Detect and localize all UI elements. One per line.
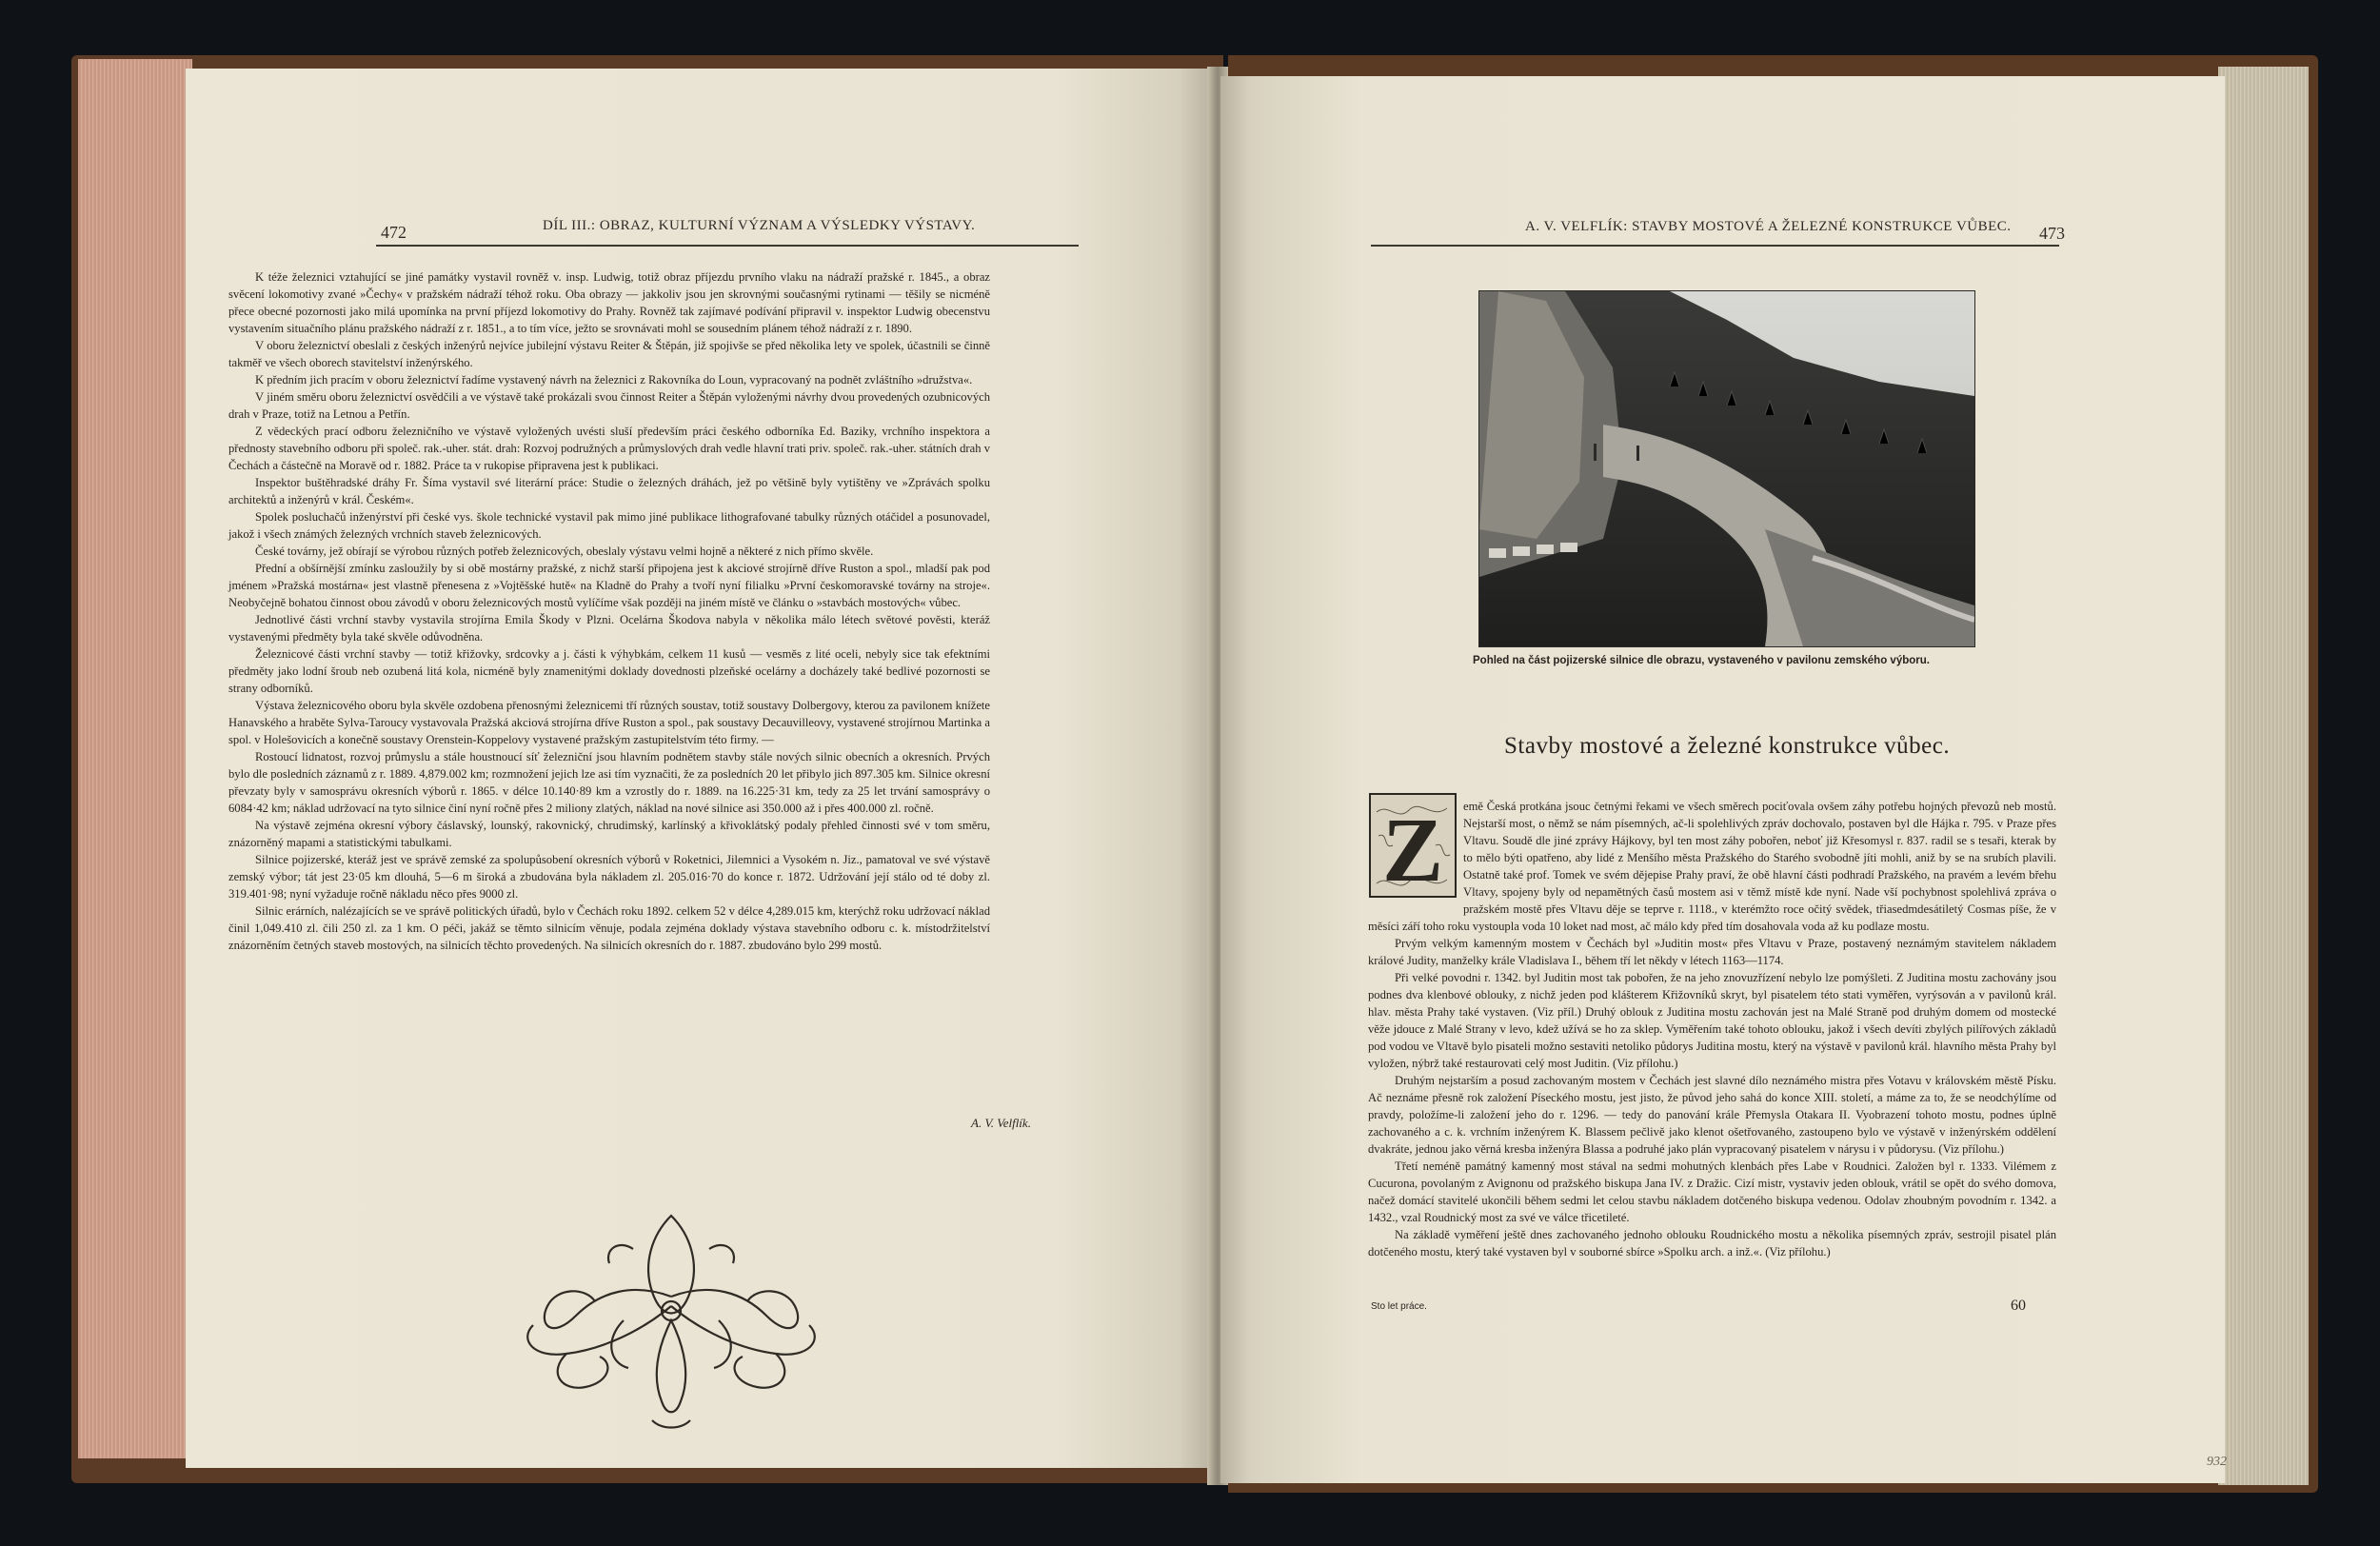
paragraph: Silnice pojizerské, kteráž jest ve správě zemské za spolupůsobení okresních výborů v Roketnici, Jilemnici a Vysokém n. Jiz., pamatoval ve své výstavě zemský výbor; tát jest 23·05 km dlouhá, 5—6 m široká a zbudována byla nákladem zl. 205.016·70 do konce r. 1872. Udržování její stálo od té doby zl. 319.401·98; nyní vyžaduje ročně nákladu něco přes 9000 zl. bbox=[228, 853, 990, 901]
right-body-text bbox=[1368, 798, 2056, 1260]
road-photograph bbox=[1478, 290, 1975, 647]
paragraph: Na výstavě zejména okresní výbory čáslavský, lounský, rakovnický, chrudimský, karlínský a křivoklátský podaly přehled činnosti své v tom směru, znázorněný mapami a statistickými tabulkami. bbox=[228, 819, 990, 849]
tailpiece-ornament bbox=[509, 1197, 833, 1439]
figure-caption: Pohled na část pojizerské silnice dle obrazu, vystaveného v pavilonu zemského výboru. bbox=[1473, 655, 1930, 666]
paragraph: Spolek posluchačů inženýrství při české vys. škole technické vystavil pak mimo jiné publikace lithografované tabulky různých otáčidel a posunovadel, jakož i všech známých železných vrchních staveb železnicových. bbox=[228, 510, 990, 541]
left-page-number: 472 bbox=[381, 223, 407, 242]
paragraph: České továrny, jež obírají se výrobou různých potřeb železnicových, obeslaly výstavu velmi hojně a některé z nich přímo skvěle. bbox=[255, 545, 874, 558]
paragraph: Výstava železnicového oboru byla skvěle ozdobena přenosnými železnicemi tří různých soustav, totiž soustavy Dolbergovy, kterou za pavilonem knížete Hanavského a hraběte Sylva-Taroucy vystavovala Pražská akciová strojírna dříve Ruston a spol., pak soustavy Decauvilleovy, vystavené strojírnou Martinka a spol. v Holešovicích a konečně soustavy Orenstein-Koppelovy vystavené pražským zastupitelstvím této firmy. — bbox=[228, 699, 990, 746]
page-edges-right bbox=[2218, 67, 2309, 1485]
paragraph: Rostoucí lidnatost, rozvoj průmyslu a stále houstnoucí síť železniční jsou hlavním podnětem stavby stále nových silnic obecních a okresních. Prvých bylo dle posledních záznamů z r. 1889. 4,879.002 km; rozmnožení jejich lze asi tím vyznačiti, že za posledních 20 let přibylo jich 897.305 km. Silnice okresní převzaty byly v samosprávu okresních výborů r. 1865. v délce 10.140·89 km a vzrostly do r. 1889. na 16.225·31 km, tedy za 25 let trvání samosprávy o 6084·42 km; náklad udržovací na tyto silnice činí nyní ročně přes 2 miliony zlatých, náklad na nové silnice asi 350.000 až i přes 400.000 zl. ročně. bbox=[228, 750, 990, 815]
paragraph: Prvým velkým kamenným mostem v Čechách byl »Juditin most« přes Vltavu v Praze, postavený neznámým stavitelem nákladem králové Judity, manželky krále Vladislava I., během tří let někdy v létech 1163—1174. bbox=[1368, 937, 2056, 967]
paragraph: Na základě vyměření ještě dnes zachovaného jednoho oblouku Roudnického mostu a několika písemných zpráv, sestrojil pisatel plán dotčeného mostu, který také vystaven byl v souborné sbírce »Spolku arch. a inž.«. (Viz přílohu.) bbox=[1368, 1228, 2056, 1259]
footer-left: Sto let práce. bbox=[1371, 1301, 1427, 1312]
left-page bbox=[186, 69, 1209, 1468]
right-page bbox=[1220, 76, 2225, 1483]
paragraph: emě Česká protkána jsouc četnými řekami ve všech směrech pociťovala ovšem záhy potřebu hojných převozů neb mostů. Nejstarší most, o němž se nám písemných, ač-li spolehlivých zpráv dochovalo, postaven byl dle Hájka r. 795. v Praze přes Vltavu. Soudě dle jiné zprávy Hájkovy, byl ten most záhy pobořen, neboť již Křesomysl r. 837. radil se s tesaři, kterak by to mělo býti opatřeno, aby lidé z Menšího města Pražského do Starého svobodně jíti mohli, aniž by se na srubích plavili. Ostatně také prof. Tomek ve svém dějepise Prahy praví, že obě hlavní části podhradí Pražského, na pravém a levém břehu Vltavy, spojeny byly od nepamětných časů mostem asi v těmž místě kde nyní. Nade vší pochybnost spolehlivá zpráva o pražském mostě přes Vltavu děje se teprve r. 1118., v kterémžto roce očitý svědek, třiasedmdesátiletý Cosmas píše, že v měsíci září toho roku vystoupla voda 10 loket nad most, ač málo kdy před tím dosahovala voda až ku podlaze mostu. bbox=[1368, 800, 2056, 933]
paragraph: Z vědeckých prací odboru železničního ve výstavě vyložených uvésti sluší především práci českého odborníka Ed. Baziky, vrchního inspektora a přednosty stavebního odboru při společ. rak.-uher. stát. drah: Rozvoj podružných a průmyslových drah vedle hlavní trati priv. společ. rak.-uher. státních drah v Čechách a částečně na Moravě od r. 1882. Práce ta v rukopise připravena jest k publikaci. bbox=[228, 425, 990, 472]
left-body-text bbox=[228, 268, 990, 954]
footer-signature: 60 bbox=[2011, 1298, 2026, 1314]
paragraph: Inspektor buštěhradské dráhy Fr. Šíma vystavil své literární práce: Studie o železných dráhách, jež po většině byly vytištěny ve »Zprávách spolku architektů a inženýrů v král. Českém«. bbox=[228, 476, 990, 506]
left-head-rule bbox=[376, 245, 1079, 247]
right-running-head: A. V. VELFLÍK: STAVBY MOSTOVÉ A ŽELEZNÉ KONSTRUKCE VŮBEC. bbox=[1525, 219, 2012, 234]
right-page-number: 473 bbox=[2039, 224, 2065, 243]
paragraph: V jiném směru oboru železnictví osvědčili a ve výstavě také prokázali svou činnost Reiter a Štěpán vyloženými návrhy dvou provedených ozubnicových drah v Praze, totiž na Letnou a Petřín. bbox=[228, 390, 990, 421]
paragraph: V oboru železnictví obeslali z českých inženýrů nejvíce jubilejní výstavu Reiter & Štěpán, již spojivše se před několika lety ve spolek, účastnili se činně takměř ve všech oborech stavitelství inženýrského. bbox=[228, 339, 990, 369]
drop-cap-z bbox=[1369, 793, 1457, 898]
paragraph: Při velké povodni r. 1342. byl Juditin most tak pobořen, že na jeho znovuzřízení nebylo lze pomýšleti. Z Juditina mostu zachovány jsou podnes dva klenbové oblouky, z nichž jeden pod klášterem Křižovníků skryt, byl pisatelem této stati vyměřen, vyrýsován a v pavilonů král. hlav. města Prahy také vystaven. (Viz příl.) Druhý oblouk z Juditina mostu zachován jest na Malé Straně pod druhým domem od mostecké věže jdouce z Malé Strany v levo, kdež užívá se ho za sklep. Vyměřením také tohoto oblouku, jakož i všech devíti zbylých pilířových základů pod vodou ve Vltavě bylo pisateli možno sestaviti netoliko půdorys Juditina mostu, který na výstavě v pavilonů král. hlavního města Prahy byl vyložen, nýbrž také restaurovati celý most Juditin. (Viz přílohu.) bbox=[1368, 971, 2056, 1070]
section-title: Stavby mostové a železné konstrukce vůbec. bbox=[1504, 733, 1951, 759]
paragraph: Přední a obšírnější zmínku zasloužily by si obě mostárny pražské, z nichž starší připojena jest k akciové strojírně dříve Ruston a spol., mladší pak pod jménem »Pražská mostárna« jest vlastně přenesena z »Vojtěšské hutě« na Kladně do Prahy a tvoří nyní filialku »První českomoravské továrny na stroje«. Neobyčejně bohatou činnost obou závodů v oboru železnicových mostů vylíčíme však později na jiném místě ve článku o »stavbách mostových« vůbec. bbox=[228, 562, 990, 609]
author-signature: A. V. Velflík. bbox=[971, 1116, 1031, 1130]
paragraph: Železnicové části vrchní stavby — totiž křižovky, srdcovky a j. části k výhybkám, celkem 11 kusů — vesměs z lité oceli, nebyly sice tak efektními předměty jako lodní šroub neb ozubená litá kola, nicméně byly znamenitými doklady dovednosti plzeňské ocelárny a docházely také bedlivé pozornosti se strany odborníků. bbox=[228, 647, 990, 695]
paragraph: K téže železnici vztahující se jiné památky vystavil rovněž v. insp. Ludwig, totiž obraz příjezdu prvního vlaku na nádraží pražské r. 1845., a obraz svěcení lokomotivy zvané »Čechy« v pražském nádraží téhož roku. Oba obrazy — jakkoliv jsou jen skrovnými současnými rytinami — těšily se nicméně přece obecné pozornosti jako milá upomínka na první příjezd lokomotivy do Prahy. Rovněž tak zajímavé podívání připravil v. inspektor Ludwig obecenstvu vystavením situačního plánu pražského nádraží z r. 1851., a to tím více, ježto se srovnávati mohl se sousedním plánem téhož nádraží z r. 1890. bbox=[228, 270, 990, 335]
paragraph: Jednotlivé části vrchní stavby vystavila strojírna Emila Škody v Plzni. Ocelárna Škodova nabyla v několika málo létech světové pověsti, kteráž vystavenými předměty byla také skvěle odůvodněna. bbox=[228, 613, 990, 644]
pencil-margin-note: 932 bbox=[2207, 1455, 2227, 1469]
paragraph: K předním jich pracím v oboru železnictví řadíme vystavený návrh na železnici z Rakovníka do Loun, vypracovaný na podnět zvláštního »družstva«. bbox=[255, 373, 973, 386]
paragraph: Třetí neméně památný kamenný most stával na sedmi mohutných klenbách přes Labe v Roudnici. Založen byl r. 1333. Vilémem z Cucurona, povolaným z Avignonu od pražského biskupa Jana IV. z Dražic. Cizí mistr, vystaviv jeden oblouk, vrátil se opět do svého domova, načež domácí stavitelé ukončili během sedmi let celou stavbu nákladem dotčeného biskupa vedenou. Odolav zhoubným povodním r. 1342. a 1432., vzal Roudnický most za své ve válce třicetileté. bbox=[1368, 1160, 2056, 1224]
paragraph: Silnic erárních, nalézajících se ve správě politických úřadů, bylo v Čechách roku 1892. celkem 52 v délce 4,289.015 km, kterýchž roku udržovací náklad činil 1,049.410 zl. čili 250 zl. za 1 km. O péči, jakáž se těmto silnicím věnuje, podala zejména doklady výstava stavebního odboru c. k. místodržitelství znázorněním četných staveb mostových, na silnicích těchto provedených. Na silnicích okresních do r. 1887. zbudováno bylo 299 mostů. bbox=[228, 904, 990, 952]
right-head-rule bbox=[1371, 245, 2059, 247]
left-running-head: DÍL III.: OBRAZ, KULTURNÍ VÝZNAM A VÝSLEDKY VÝSTAVY. bbox=[543, 218, 976, 233]
page-edges-left bbox=[78, 59, 192, 1458]
paragraph: Druhým nejstarším a posud zachovaným mostem v Čechách jest slavné dílo neznámého mistra přes Votavu v královském městě Písku. Ač neznáme přesně rok založení Píseckého mostu, jest jisto, že původ jeho sahá do konce XIII. století, a máme za to, že se neodchýlíme od pravdy, položíme-li založení jeho do r. 1296. — tedy do panování krále Přemysla Otakara II. Vyobrazení tohoto mostu, podnes úplně zachovaného a c. k. vrchním inženýrem K. Blassem pečlivě jako klenot ošetřovaného, zastoupeno bylo ve výstavě v inženýrském oddělení dvakráte, jednou jako věrná kresba inženýra Blassa a podruhé jako plán vypracovaný pisatelem v nárysu i v půdorysu. (Viz přílohu.) bbox=[1368, 1074, 2056, 1156]
drop-cap-letter: Z bbox=[1381, 799, 1444, 898]
